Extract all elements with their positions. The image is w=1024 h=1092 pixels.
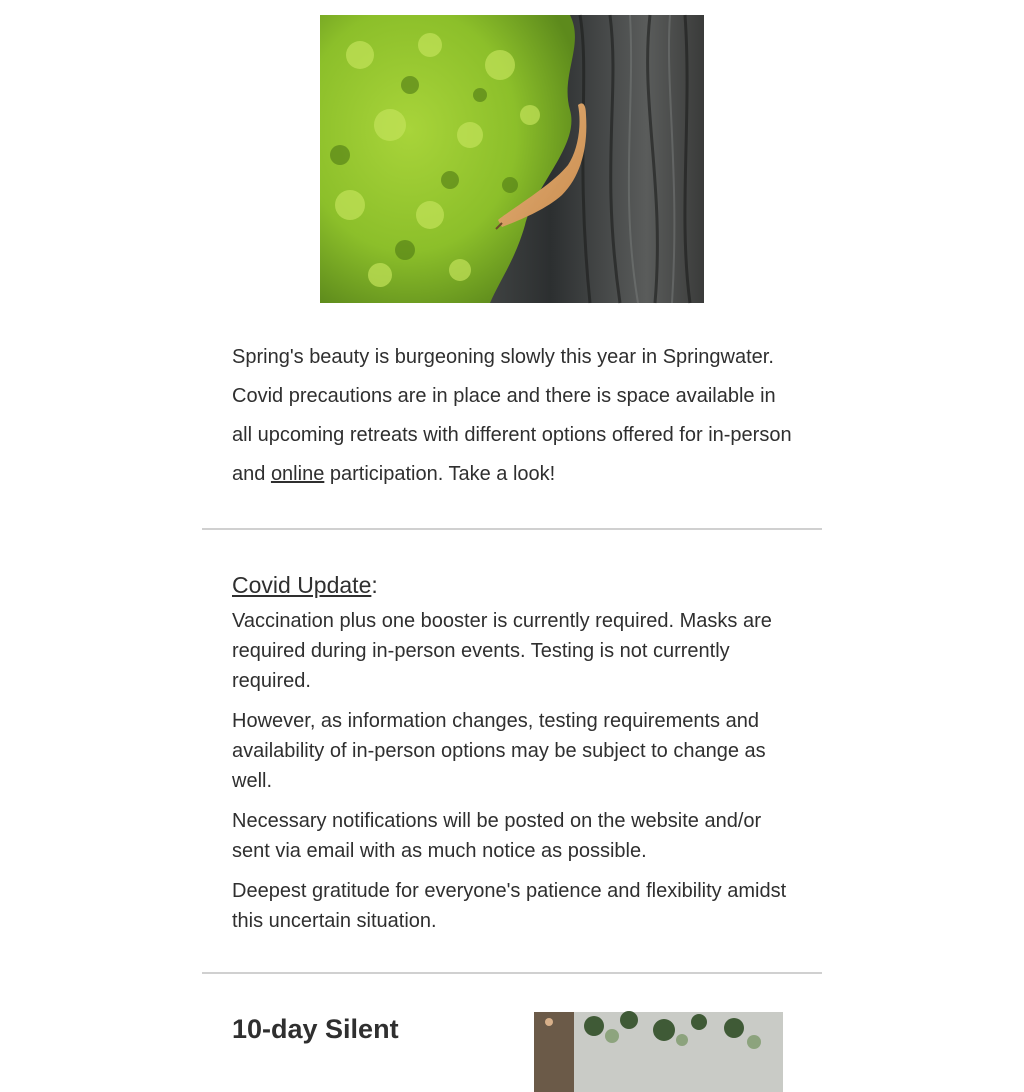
intro-text-end: participation. Take a look! [324, 463, 556, 485]
covid-update-section [202, 530, 822, 936]
retreat-image[interactable] [534, 1012, 783, 1092]
covid-paragraph-changes: However, as information changes, testing requirements and availability of in-person options may be subject to change as well. [232, 710, 766, 792]
covid-paragraph-notifications: Necessary notifications will be posted on the website and/or sent via email with as much notice as possible. [232, 810, 762, 862]
covid-heading-colon: : [371, 572, 378, 598]
online-link[interactable]: online [270, 463, 325, 485]
hero-image-container [202, 0, 822, 303]
hero-image-slug-on-moss[interactable] [320, 15, 704, 303]
covid-paragraph-gratitude: Deepest gratitude for everyone's patience and flexibility amidst this uncertain situation. [232, 880, 787, 932]
covid-update-heading [232, 570, 792, 600]
email-body [202, 0, 822, 1092]
intro-text-start: Spring's beauty is burgeoning slowly this year in Springwater. Covid precautions are in place and there is space available in all upcoming retreats with different options offered for in-person and [232, 346, 792, 485]
intro-paragraph [232, 338, 792, 494]
retreat-section [202, 974, 822, 1092]
intro-text [202, 303, 822, 494]
retreat-title: 10-day Silent [232, 1014, 399, 1044]
covid-update-link[interactable]: Covid Update [232, 572, 372, 598]
covid-paragraph-vaccination: Vaccination plus one booster is currently required. Masks are required during in-person events. Testing is not currently required. [232, 610, 772, 692]
